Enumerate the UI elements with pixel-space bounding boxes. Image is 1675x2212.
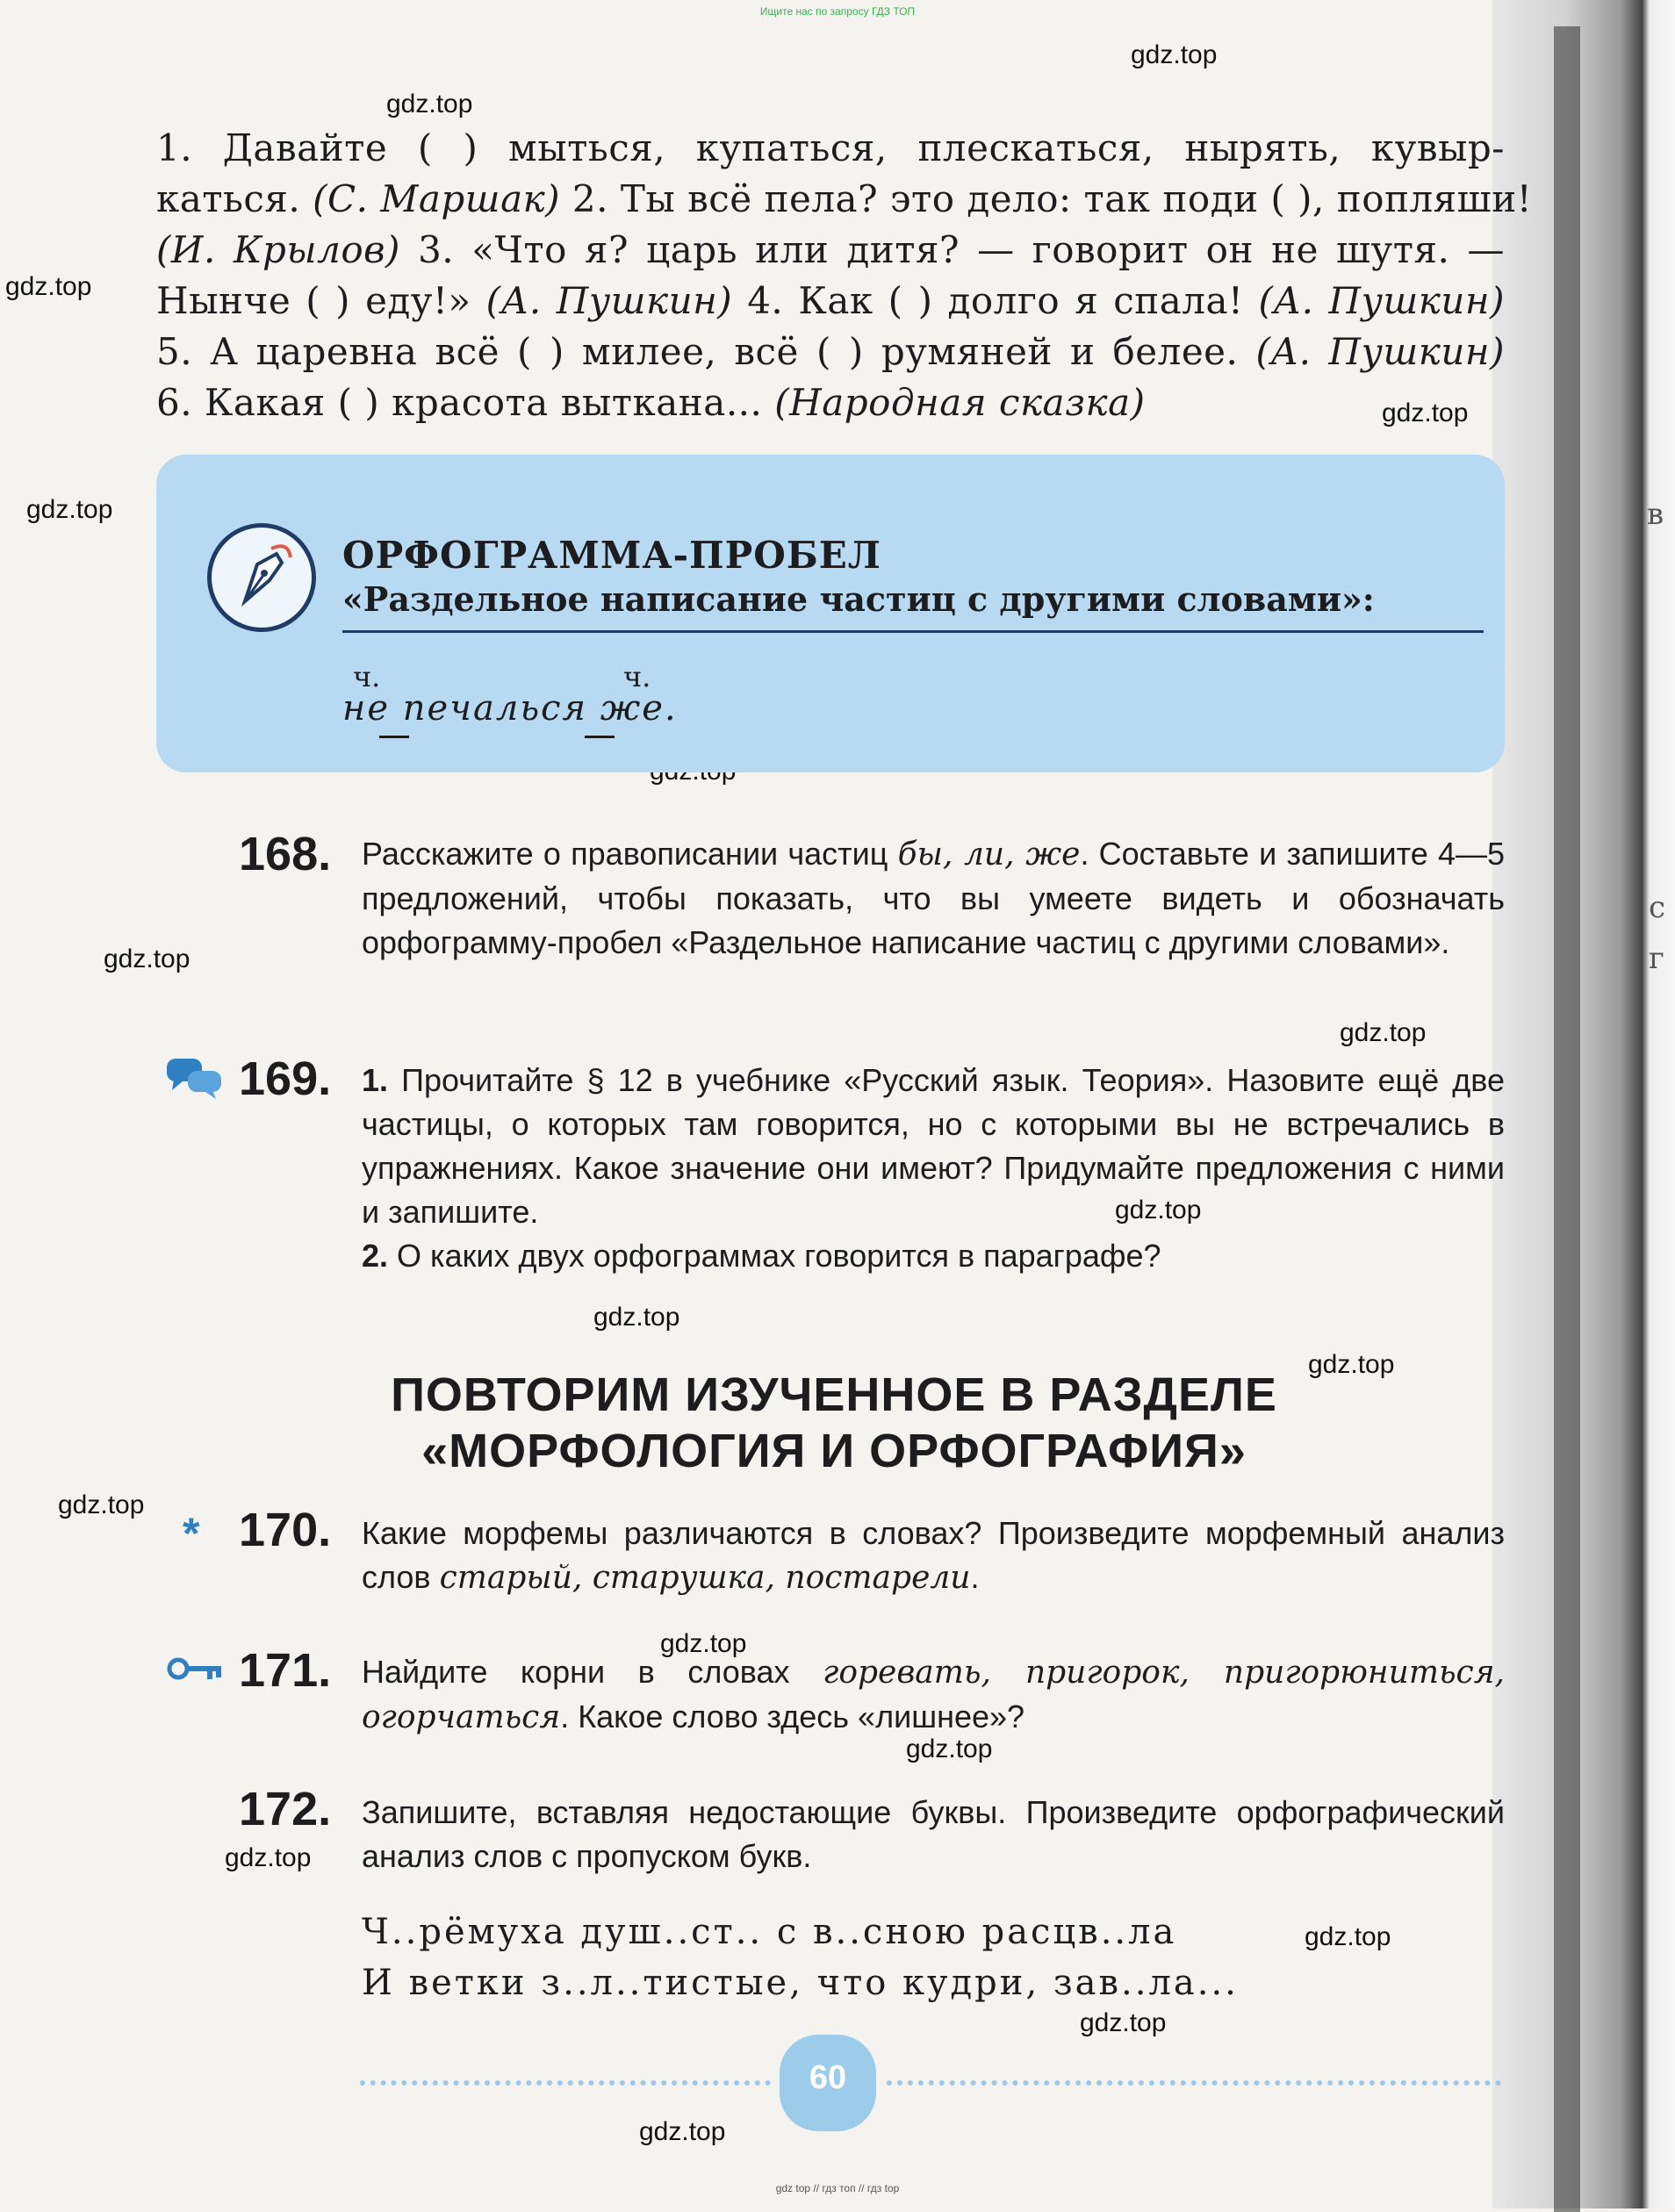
exercise-text: 1. Прочитайте § 12 в учебнике «Русский язык. Теория». Назовите ещё две частицы, о которых там говорится, но с которыми вы не встречались в упражнениях. Какое значение они имеют? Придумайте предложения с ними и запишите. 2. О каких двух орфограммах говорится в параграфе?: [362, 1062, 1505, 1274]
footer-dots-left: [360, 2080, 771, 2086]
sentence-line: 1. Давайте ( ) мыться, купаться, плескаться, нырять, кувыр-: [156, 126, 1505, 169]
sentence-line: 6. Какая ( ) красота выткана... (Народная сказка): [156, 381, 1146, 424]
sentence-line: (И. Крылов) 3. «Что я? царь или дитя? — говорит он не шутя. —: [156, 228, 1506, 271]
exercise-text: Найдите корни в словах горевать, пригорок, пригорюниться, огорчаться. Какое слово здесь «лишнее»?: [362, 1654, 1506, 1735]
watermark: gdz.top: [5, 272, 92, 301]
exercise-text: Запишите, вставляя недостающие буквы. Произведите орфографический анализ слов с пропуском букв.: [362, 1794, 1505, 1874]
watermark: gdz.top: [1305, 1922, 1391, 1951]
gap-mark: [585, 736, 615, 738]
watermark: gdz.top: [660, 1629, 747, 1658]
particle-mark: ч.: [353, 660, 381, 693]
gap-mark: [379, 736, 409, 738]
watermark: gdz.top: [1308, 1350, 1395, 1379]
footer-dots-right: [887, 2080, 1501, 2086]
watermark: gdz.top: [1382, 399, 1469, 427]
discussion-icon: [167, 1059, 221, 1099]
margin-letter-1: в: [1647, 497, 1664, 532]
verse-line: И ветки з..л..тистые, что кудри, зав..ла...: [362, 1963, 1239, 2003]
pen-icon: [207, 523, 316, 632]
particle-mark: ч.: [623, 660, 651, 693]
top-note: Ищите нас по запросу ГДЗ ТОП: [759, 5, 916, 18]
watermark: gdz.top: [26, 495, 113, 524]
page-number: 60: [809, 2059, 847, 2096]
watermark: gdz.top: [225, 1843, 312, 1872]
rule-title: ОРФОГРАММА-ПРОБЕЛ: [342, 534, 881, 577]
bottom-note: gdz top // гдз топ // гдз top: [775, 2182, 900, 2194]
exercise-text: Расскажите о правописании частиц бы, ли, же. Составьте и запишите 4—5 предложений, чтобы показать, что вы умеете видеть и обозначать орфограмму-пробел «Раздельное написание частиц с другими словами».: [362, 836, 1505, 960]
sentence-line: Нынче ( ) еду!» (А. Пушкин) 4. Как ( ) долго я спала! (А. Пушкин): [156, 279, 1505, 322]
exercise-number: 168.: [239, 828, 332, 880]
watermark: gdz.top: [386, 90, 473, 118]
asterisk-icon: *: [183, 1509, 200, 1558]
watermark: gdz.top: [1131, 40, 1218, 69]
sentence-line: каться. (С. Маршак) 2. Ты всё пела? это дело: так поди ( ), попляши!: [156, 177, 1533, 220]
margin-letter-2: с: [1649, 890, 1666, 925]
exercise-text: Какие морфемы различаются в словах? Произведите морфемный анализ слов старый, старушка, постарели.: [362, 1515, 1505, 1596]
exercise-number: 170.: [239, 1504, 332, 1556]
section-heading: ПОВТОРИМ ИЗУЧЕННОЕ В РАЗДЕЛЕ: [391, 1368, 1277, 1421]
watermark: gdz.top: [1115, 1196, 1202, 1224]
watermark: gdz.top: [1080, 2008, 1167, 2037]
book-spine: [1554, 26, 1580, 2212]
rule-divider: [342, 630, 1484, 633]
watermark: gdz.top: [104, 944, 191, 973]
watermark: gdz.top: [593, 1303, 680, 1332]
rule-example: не печалься же.: [342, 688, 678, 729]
verse-line: Ч..рёмуха душ..ст.. с в..сною расцв..ла: [362, 1912, 1177, 1952]
watermark: gdz.top: [1340, 1018, 1427, 1047]
section-heading: «МОРФОЛОГИЯ И ОРФОГРАФИЯ»: [421, 1425, 1247, 1477]
exercise-number: 171.: [239, 1644, 332, 1697]
exercise-sentences: [156, 123, 1533, 428]
watermark: gdz.top: [639, 2117, 726, 2146]
margin-letter-3: г: [1649, 941, 1664, 976]
rule-subtitle: «Раздельное написание частиц с другими словами»:: [342, 579, 1375, 619]
exercise-number: 169.: [239, 1052, 332, 1105]
watermark: gdz.top: [58, 1490, 145, 1519]
watermark: gdz.top: [906, 1734, 993, 1763]
sentence-line: 5. А царевна всё ( ) милее, всё ( ) румяней и белее. (А. Пушкин): [156, 330, 1505, 373]
exercise-number: 172.: [239, 1783, 332, 1835]
key-icon: [167, 1655, 223, 1682]
page-gutter-shade: [1492, 0, 1675, 2208]
